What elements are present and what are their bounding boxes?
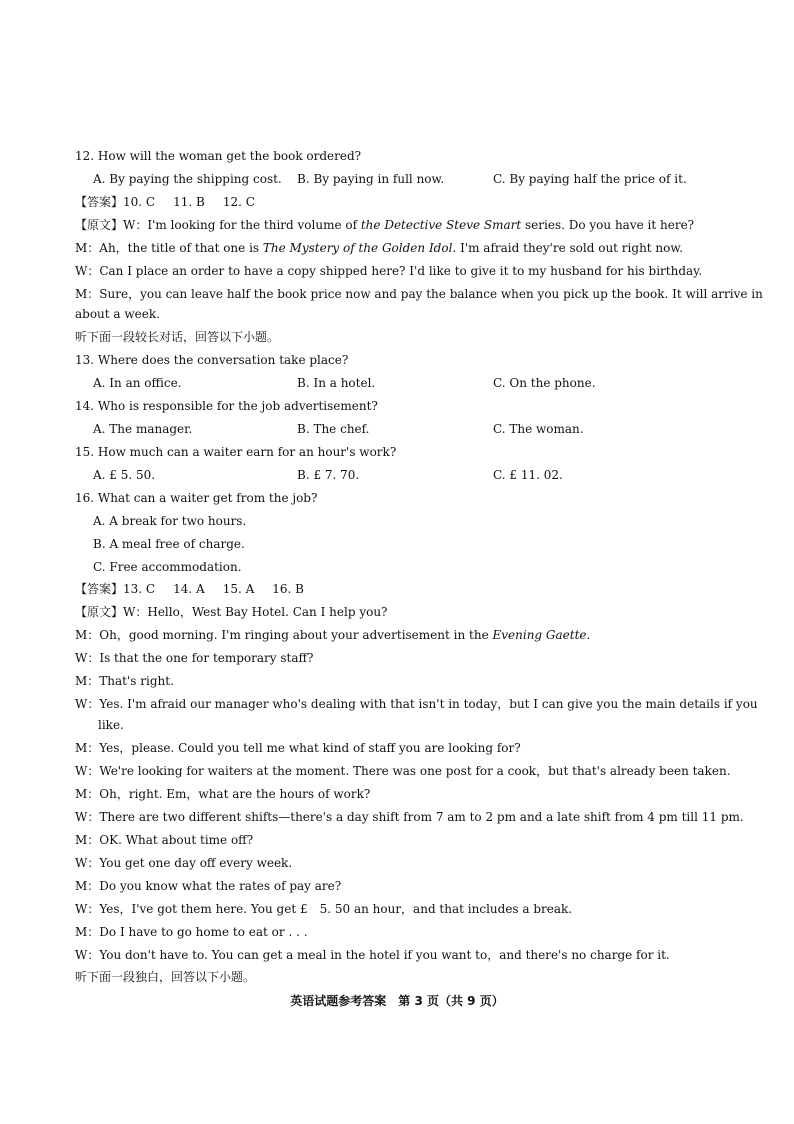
page-footer: 英语试题参考答案 第 3 页（共 9 页）: [290, 994, 504, 1008]
instruction-2: 听下面一段独白，回答以下小题。: [75, 970, 256, 984]
transcript-text: . I'm afraid they're sold out right now.: [452, 241, 684, 255]
question-14: 14. Who is responsible for the job advertisement?: [75, 399, 378, 413]
transcript-2-line-5-cont: like.: [98, 718, 124, 732]
transcript-text: M：Oh，good morning. I'm ringing about your advertisement in the: [75, 628, 493, 642]
option-b: B. £ 7. 70.: [297, 468, 360, 482]
question-15: 15. How much can a waiter earn for an hour's work?: [75, 445, 397, 459]
answer-item: 16. B: [272, 582, 304, 596]
transcript-label: 【原文】: [75, 605, 124, 619]
transcript-2-line-1: [75, 604, 725, 620]
transcript-2-line-6: M：Yes，please. Could you tell me what kind of staff you are looking for?: [75, 741, 521, 755]
transcript-1-line-4-cont: about a week.: [75, 307, 160, 321]
answer-line-1: [75, 194, 725, 210]
option-c: C. The woman.: [493, 422, 584, 436]
option-c: C. On the phone.: [493, 376, 596, 390]
option-a: A. A break for two hours.: [93, 514, 247, 528]
transcript-2-line-3: W：Is that the one for temporary staff?: [75, 651, 314, 665]
answer-item: 12. C: [222, 195, 255, 209]
transcript-text: series. Do you have it here?: [521, 218, 695, 232]
option-a: A. The manager.: [93, 422, 193, 436]
transcript-text: M：Ah，the title of that one is: [75, 241, 263, 255]
option-b: B. In a hotel.: [297, 376, 376, 390]
transcript-1-line-1: [75, 217, 725, 233]
transcript-text: .: [586, 628, 591, 642]
book-title: The Mystery of the Golden Idol: [262, 241, 453, 255]
newspaper-title: Evening Gaette: [492, 628, 587, 642]
transcript-2-line-9: W：There are two different shifts—there's a day shift from 7 am to 2 pm and a late shift from 4 pm till 11 pm.: [75, 810, 744, 824]
question-16: 16. What can a waiter get from the job?: [75, 491, 318, 505]
transcript-2-line-15: W：You don't have to. You can get a meal in the hotel if you want to，and there's no charge for it.: [75, 948, 670, 962]
option-c: C. £ 11. 02.: [493, 468, 563, 482]
transcript-1-line-3: W：Can I place an order to have a copy shipped here? I'd like to give it to my husband for his birthday.: [75, 264, 703, 278]
book-series-title: the Detective Steve Smart: [360, 218, 522, 232]
transcript-1-line-4: M：Sure，you can leave half the book price now and pay the balance when you pick up the book. It will arrive in: [75, 287, 763, 301]
question-13: 13. Where does the conversation take place?: [75, 353, 349, 367]
answer-item: 13. C: [123, 582, 156, 596]
transcript-2-line-14: M：Do I have to go home to eat or . . .: [75, 925, 308, 939]
option-a: A. £ 5. 50.: [93, 468, 156, 482]
answer-item: 11. B: [173, 195, 205, 209]
transcript-2-line-13: W：Yes，I've got them here. You get £ 5. 50 an hour，and that includes a break.: [75, 902, 573, 916]
option-a: A. In an office.: [93, 376, 182, 390]
transcript-text: W：Hello，West Bay Hotel. Can I help you?: [123, 605, 388, 619]
transcript-2-line-5: W：Yes. I'm afraid our manager who's dealing with that isn't in today，but I can give you the main details if you: [75, 697, 758, 711]
transcript-label: 【原文】: [75, 218, 124, 232]
transcript-2-line-12: M：Do you know what the rates of pay are?: [75, 879, 342, 893]
transcript-2-line-8: M：Oh，right. Em，what are the hours of work?: [75, 787, 371, 801]
transcript-text: W：I'm looking for the third volume of: [123, 218, 361, 232]
answer-label: 【答案】: [75, 582, 124, 596]
option-b: B. By paying in full now.: [297, 172, 445, 186]
answer-item: 14. A: [173, 582, 205, 596]
transcript-2-line-2: [75, 627, 725, 643]
answer-item: 15. A: [222, 582, 255, 596]
option-a: A. By paying the shipping cost.: [93, 172, 282, 186]
transcript-2-line-4: M：That's right.: [75, 674, 174, 688]
question-12: 12. How will the woman get the book ordered?: [75, 149, 362, 163]
transcript-2-line-10: M：OK. What about time off?: [75, 833, 254, 847]
option-c: C. Free accommodation.: [93, 560, 242, 574]
answer-label: 【答案】: [75, 195, 124, 209]
answer-item: 10. C: [123, 195, 156, 209]
option-b: B. The chef.: [297, 422, 370, 436]
transcript-2-line-11: W：You get one day off every week.: [75, 856, 293, 870]
transcript-1-line-2: [75, 240, 725, 256]
answer-line-2: [75, 581, 725, 597]
transcript-2-line-7: W：We're looking for waiters at the moment. There was one post for a cook，but that's already been taken.: [75, 764, 731, 778]
option-b: B. A meal free of charge.: [93, 537, 245, 551]
instruction-1: 听下面一段较长对话，回答以下小题。: [75, 330, 280, 344]
option-c: C. By paying half the price of it.: [493, 172, 687, 186]
